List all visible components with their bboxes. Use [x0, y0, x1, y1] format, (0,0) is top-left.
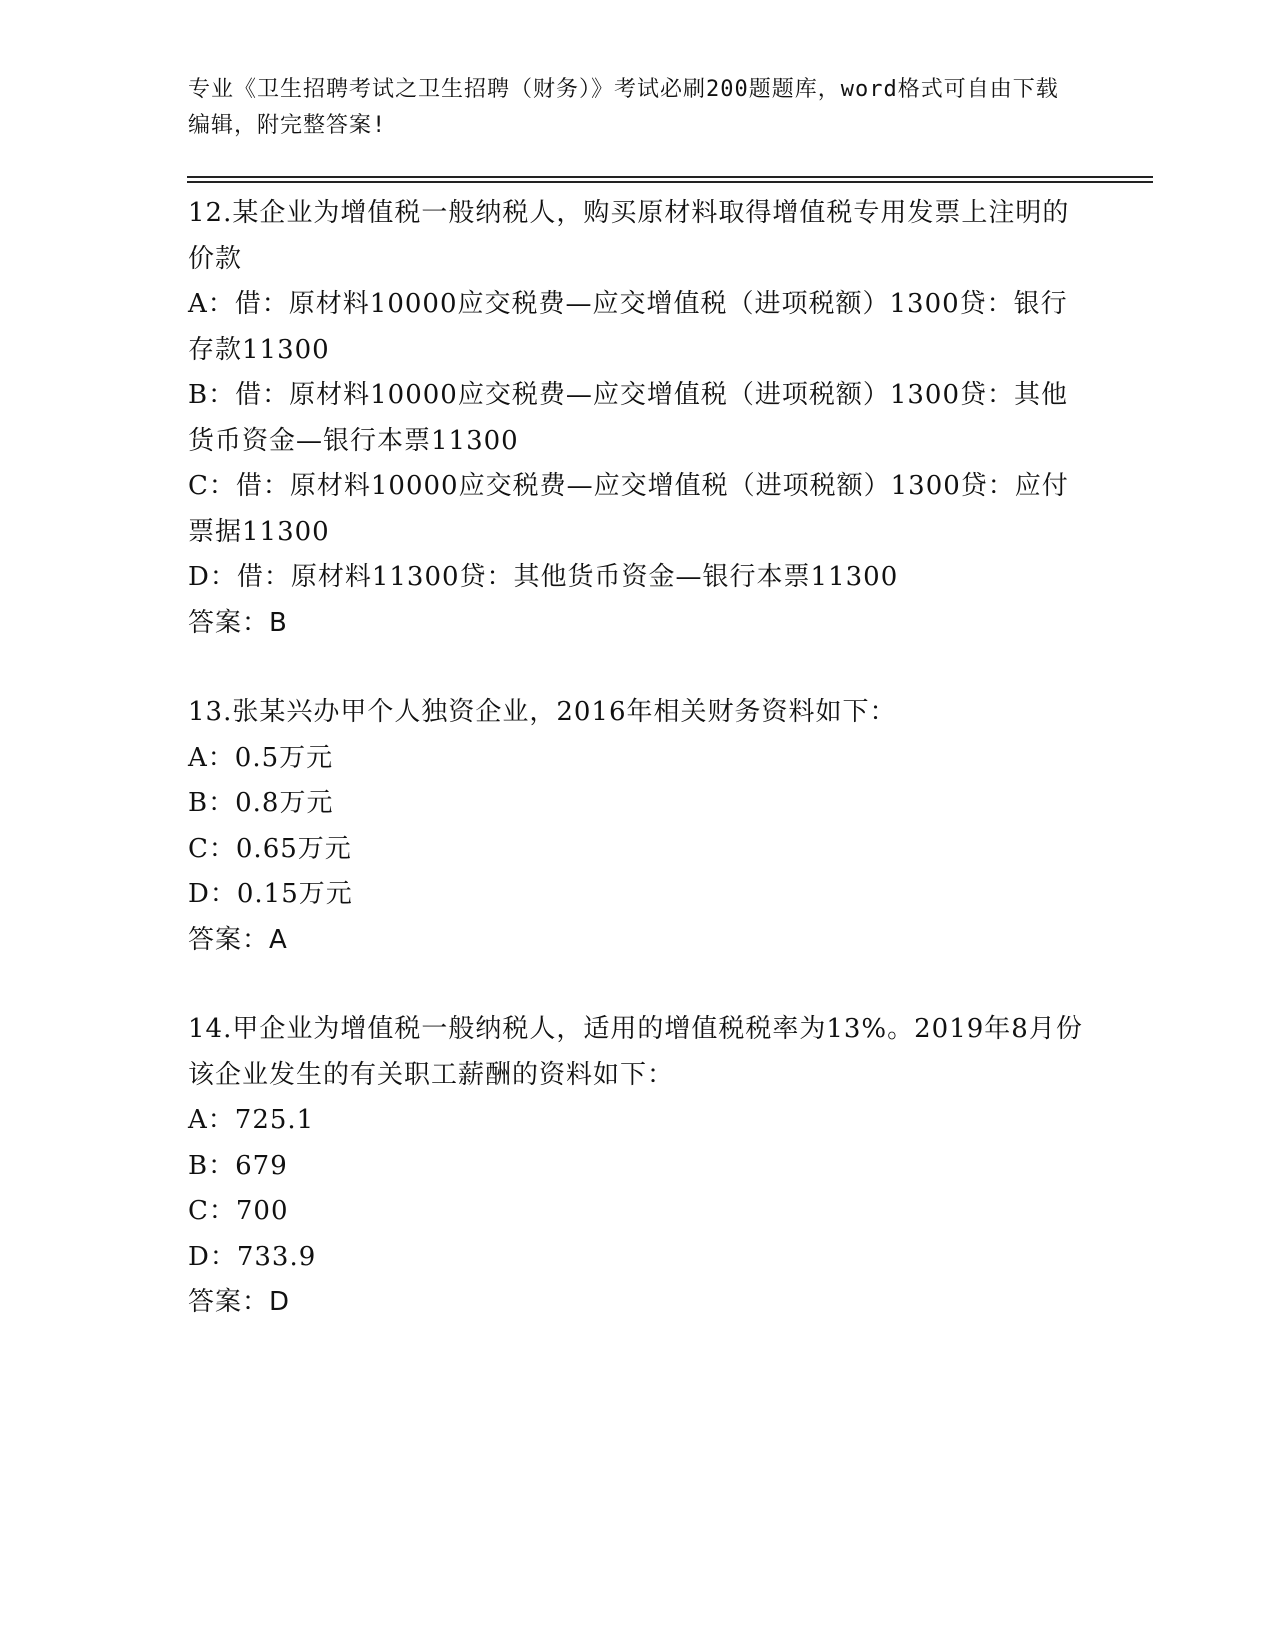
option-b: B：0.8万元: [188, 788, 334, 818]
option-d: D：0.15万元: [188, 879, 353, 909]
option-c: C：700: [188, 1196, 289, 1226]
option-a: A：0.5万元: [188, 742, 334, 773]
answer-line: 答案：B: [188, 607, 288, 638]
question-stem: 12.某企业为增值税一般纳税人，购买原材料取得增值税专用发票上注明的价款: [188, 198, 1070, 274]
question-stem: 13.张某兴办甲个人独资企业，2016年相关财务资料如下：: [188, 697, 897, 727]
answer-line: 答案：D: [188, 1287, 291, 1317]
header-divider-top: [187, 176, 1153, 178]
option-d: D：733.9: [188, 1241, 317, 1272]
question-list: [188, 191, 1088, 1370]
answer-line: 答案：A: [188, 924, 288, 955]
option-c: C：借：原材料10000应交税费—应交增值税（进项税额）1300贷：应付票据11300: [188, 471, 1069, 547]
option-a: A：725.1: [188, 1105, 315, 1135]
question-13: [188, 690, 1088, 963]
option-d: D：借：原材料11300贷：其他货币资金—银行本票11300: [188, 562, 899, 592]
question-14: [188, 1007, 1088, 1326]
option-c: C：0.65万元: [188, 833, 352, 864]
option-a: A：借：原材料10000应交税费—应交增值税（进项税额）1300贷：银行存款11300: [188, 289, 1068, 365]
question-stem: 14.甲企业为增值税一般纳税人，适用的增值税税率为13%。2019年8月份该企业发生的有关职工薪酬的资料如下：: [188, 1014, 1083, 1090]
question-12: [188, 191, 1088, 646]
option-b: B：借：原材料10000应交税费—应交增值税（进项税额）1300贷：其他货币资金—银行本票11300: [188, 380, 1068, 456]
option-b: B：679: [188, 1150, 288, 1181]
header-divider-bottom: [187, 181, 1153, 183]
document-header: 专业《卫生招聘考试之卫生招聘（财务）》考试必刷200题题库，word格式可自由下载编辑，附完整答案!: [188, 77, 1059, 138]
